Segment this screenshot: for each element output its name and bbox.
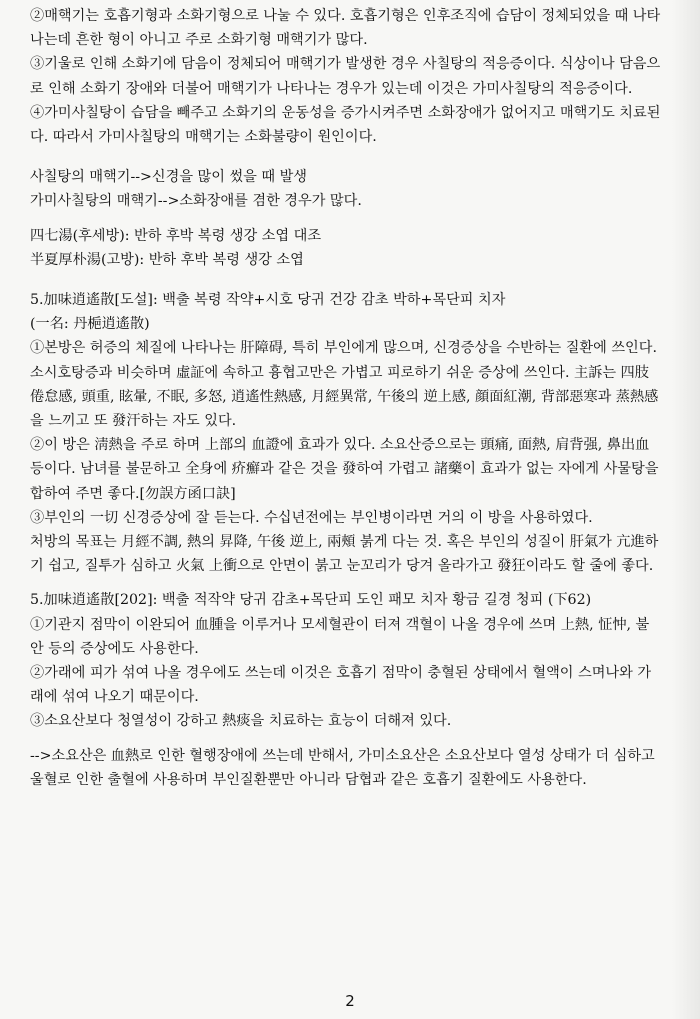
- paragraph-sachiltang-indication: ③기울로 인해 소화기에 담음이 정체되어 매핵기가 발생한 경우 사칠탕의 적응증이다. 식상이나 담음으로 인해 소화기 장애와 더불어 매핵기가 나타나는 경우가 있는데 이것은 가미사칠탕의 적응증이다.: [30, 56, 661, 97]
- formula-sachiltang: 四七湯(후세방): 반하 후박 복령 생강 소엽 대조: [30, 227, 322, 244]
- paragraph-gamisachiltang-effect: ④가미사칠탕이 습담을 빼주고 소화기의 운동성을 증가시켜주면 소화장애가 없어지고 매핵기도 치료된다. 따라서 가미사칠탕의 매핵기는 소화불량이 원인이다.: [30, 104, 661, 146]
- section-heading-gamisoyosan-doseol: 5.加味逍遙散[도설]: 백출 복령 작약+시호 당귀 건강 감초 박하+목단피 치자: [30, 292, 506, 309]
- section-alias: (一名: 丹梔逍遙散): [30, 316, 150, 333]
- section-heading-gamisoyosan-202: 5.加味逍遙散[202]: 백출 적작약 당귀 감초+목단피 도인 패모 치자 황금 길경 청피 (下62): [30, 592, 592, 609]
- note-sachiltang: 사칠탕의 매핵기-->신경을 많이 썼을 때 발생: [30, 169, 308, 186]
- paragraph-gamisoyosan-2: ②이 방은 淸熱을 주로 하며 上部의 血證에 효과가 있다. 소요산증으로는 頭痛, 面熱, 肩背强, 鼻出血 등이다. 남녀를 불문하고 全身에 疥癬과 같은 것을 發하여 가렵고 諸藥이 효과가 없는 자에게 사물탕을 합하여 주면 좋다.[勿誤方函口訣]: [30, 437, 659, 502]
- paragraph-gamisoyosan-1: ①본방은 허증의 체질에 나타나는 肝障碍, 특히 부인에게 많으며, 신경증상을 수반하는 질환에 쓰인다. 소시호탕증과 비슷하며 虛証에 속하고 흉협고만은 가볍고 피로하기 쉬운 증상에 쓰인다. 主訴는 四肢倦怠感, 頭重, 眩暈, 不眠, 多怒, 逍遙性熱感, 月經異常, 午後의 逆上感, 顔面紅潮, 背部惡寒과 蒸熱感을 느끼고 또 發汗하는 자도 있다.: [30, 340, 659, 430]
- paragraph-gamisoyosan-target: 처방의 목표는 月經不調, 熱의 昇降, 午後 逆上, 兩頰 붉게 다는 것. 혹은 부인의 성질이 肝氣가 亢進하기 쉽고, 질투가 심하고 火氣 上衝으로 안면이 붉고 눈꼬리가 당겨 올라가고 發狂이라도 할 줄에 좋다.: [30, 534, 659, 575]
- formula-banhahubaktang: 半夏厚朴湯(고방): 반하 후박 복령 생강 소엽: [30, 251, 304, 268]
- paragraph-gamisoyosan-3: ③부인의 一切 신경증상에 잘 듣는다. 수십년전에는 부인병이라면 거의 이 방을 사용하였다.: [30, 509, 593, 526]
- paragraph-maekhaekgi-types: ②매핵기는 호흡기형과 소화기형으로 나눌 수 있다. 호흡기형은 인후조직에 습담이 정체되었을 때 나타나는데 흔한 형이 아니고 주로 소화기형 매핵기가 많다.: [30, 8, 661, 49]
- paragraph-202-2: ②가래에 피가 섞여 나올 경우에도 쓰는데 이것은 호흡기 점막이 충혈된 상태에서 혈액이 스며나와 가래에 섞여 나오기 때문이다.: [30, 665, 652, 706]
- paragraph-202-1: ①기관지 점막이 이완되어 血腫을 이루거나 모세혈관이 터져 객혈이 나올 경우에 쓰며 上熱, 怔忡, 불안 등의 증상에도 사용한다.: [30, 616, 650, 657]
- page-edge-shadow: [672, 0, 700, 1019]
- note-gamisachiltang: 가미사칠탕의 매핵기-->소화장애를 겸한 경우가 많다.: [30, 193, 362, 210]
- paragraph-202-3: ③소요산보다 청열성이 강하고 熱痰을 치료하는 효능이 더해져 있다.: [30, 713, 452, 730]
- page-number: 2: [345, 992, 355, 1010]
- document-body: [30, 4, 662, 792]
- paragraph-summary: -->소요산은 血熱로 인한 혈행장애에 쓰는데 반해서, 가미소요산은 소요산보다 열성 상태가 더 심하고 울혈로 인한 출혈에 사용하며 부인질환뿐만 아니라 담협과 같은 호흡기 질환에도 사용한다.: [30, 747, 655, 788]
